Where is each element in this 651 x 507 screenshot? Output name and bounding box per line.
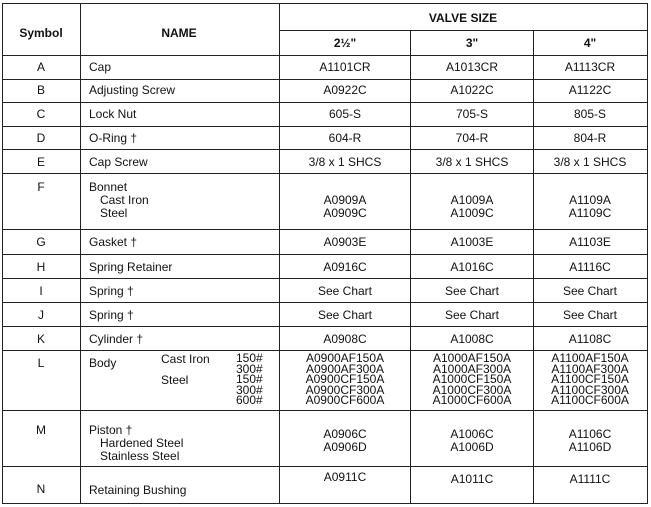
row-f-sub-steel: Steel bbox=[100, 206, 128, 220]
row-e-size-2-5: 3/8 x 1 SHCS bbox=[308, 155, 382, 169]
row-i-size-4: See Chart bbox=[562, 284, 618, 298]
header-name: NAME bbox=[161, 26, 197, 40]
row-l-symbol: L bbox=[37, 356, 45, 370]
row-i-symbol: I bbox=[39, 284, 43, 298]
row-l-pressure-5: 600# bbox=[236, 393, 263, 407]
row-l-size-4-2: A1100AF300A bbox=[551, 361, 629, 376]
row-e-symbol: E bbox=[36, 155, 46, 169]
row-h-size-4: A1116C bbox=[569, 260, 611, 274]
row-f-sub-cast-iron: Cast Iron bbox=[100, 193, 149, 207]
row-m-name: Piston † bbox=[89, 423, 133, 437]
row-l-size-4-3: A1100CF150A bbox=[551, 372, 629, 386]
row-c-size-2-5: 605-S bbox=[328, 107, 362, 121]
row-l-size-3-3: A1000CF150A bbox=[432, 372, 512, 386]
row-f-symbol: F bbox=[37, 180, 45, 194]
row-l-size-2-5-3: A0900CF150A bbox=[305, 372, 385, 386]
row-c-size-4: 805-S bbox=[573, 107, 607, 121]
row-a-symbol: A bbox=[36, 60, 46, 74]
row-l-size-3-1: A1000AF150A bbox=[432, 351, 512, 365]
row-l-pressure-3: 150# bbox=[236, 372, 263, 386]
row-h-name: Spring Retainer bbox=[89, 260, 173, 274]
row-l-size-4-4: A1100CF300A bbox=[551, 382, 629, 397]
row-j-size-4: See Chart bbox=[562, 308, 618, 322]
row-d-size-2-5: 604-R bbox=[328, 131, 362, 145]
header-size-4: 4" bbox=[583, 36, 597, 50]
row-g-symbol: G bbox=[36, 235, 46, 249]
row-b-name: Adjusting Screw bbox=[89, 83, 176, 97]
row-a-size-3: A1013CR bbox=[445, 60, 499, 74]
row-d-size-4: 804-R bbox=[573, 131, 607, 145]
row-i-size-2-5: See Chart bbox=[317, 284, 373, 298]
row-d-name: O-Ring † bbox=[89, 131, 138, 145]
row-l-size-3-2: A1000AF300A bbox=[432, 361, 512, 376]
row-m-size-2-5-b: A0906D bbox=[323, 440, 367, 454]
row-f-size-2-5-a: A0909A bbox=[323, 193, 367, 207]
row-c-name: Lock Nut bbox=[89, 107, 137, 121]
row-l-size-4-5: A1100CF600A bbox=[551, 393, 629, 407]
row-i-size-3: See Chart bbox=[444, 284, 500, 298]
row-c-symbol: C bbox=[36, 107, 46, 121]
row-f-name: Bonnet bbox=[89, 180, 128, 194]
row-l-size-2-5-5: A0900CF600A bbox=[305, 393, 385, 407]
row-j-name: Spring † bbox=[89, 308, 134, 322]
row-g-size-3: A1003E bbox=[450, 235, 494, 249]
row-b-size-4: A1122C bbox=[568, 83, 612, 97]
header-symbol: Symbol bbox=[19, 26, 63, 40]
row-j-size-3: See Chart bbox=[444, 308, 500, 322]
row-f-size-3-a: A1009A bbox=[450, 193, 494, 207]
row-l-size-2-5-2: A0900AF300A bbox=[305, 361, 385, 376]
row-m-size-4-b: A1106D bbox=[568, 440, 612, 454]
row-m-size-3-b: A1006D bbox=[450, 440, 494, 454]
row-e-name: Cap Screw bbox=[89, 155, 148, 169]
row-l-pressure-2: 300# bbox=[236, 361, 263, 376]
row-f-size-4-a: A1109A bbox=[569, 193, 611, 207]
row-m-size-3-a: A1006C bbox=[450, 427, 494, 441]
row-f-size-2-5-b: A0909C bbox=[323, 206, 367, 220]
header-valve-size: VALVE SIZE bbox=[428, 11, 498, 25]
row-j-symbol: J bbox=[38, 308, 44, 322]
row-e-size-4: 3/8 x 1 SHCS bbox=[553, 155, 627, 169]
row-b-size-3: A1022C bbox=[450, 83, 494, 97]
row-l-pressure-1: 150# bbox=[236, 351, 263, 365]
row-m-sub-hardened-steel: Hardened Steel bbox=[100, 436, 184, 450]
header-size-3: 3" bbox=[465, 36, 479, 50]
row-h-symbol: H bbox=[36, 260, 46, 274]
row-h-size-3: A1016C bbox=[450, 260, 494, 274]
row-l-size-2-5-4: A0900CF300A bbox=[305, 382, 385, 397]
row-m-size-2-5-a: A0906C bbox=[323, 427, 367, 441]
row-m-sub-stainless-steel: Stainless Steel bbox=[100, 449, 180, 463]
row-j-size-2-5: See Chart bbox=[317, 308, 373, 322]
row-l-size-3-4: A1000CF300A bbox=[432, 382, 512, 397]
row-g-size-2-5: A0903E bbox=[323, 235, 367, 249]
row-n-name: Retaining Bushing bbox=[89, 483, 187, 497]
row-a-size-2-5: A1101CR bbox=[319, 60, 371, 74]
row-l-material-steel: Steel bbox=[161, 373, 189, 387]
row-g-name: Gasket † bbox=[89, 235, 138, 249]
row-b-symbol: B bbox=[36, 83, 46, 97]
row-e-size-3: 3/8 x 1 SHCS bbox=[435, 155, 509, 169]
row-l-size-4-1: A1100AF150A bbox=[551, 351, 629, 365]
row-f-size-4-b: A1109C bbox=[568, 206, 612, 220]
row-c-size-3: 705-S bbox=[455, 107, 489, 121]
row-m-symbol: M bbox=[36, 423, 46, 437]
row-m-size-4-a: A1106C bbox=[568, 427, 612, 441]
row-k-size-4: A1108C bbox=[568, 332, 612, 346]
row-n-size-4: A1111C bbox=[569, 472, 611, 486]
row-g-size-4: A1103E bbox=[569, 235, 611, 249]
row-l-name: Body bbox=[89, 356, 117, 370]
row-l-size-2-5-1: A0900AF150A bbox=[305, 351, 385, 365]
row-f-size-3-b: A1009C bbox=[450, 206, 494, 220]
row-l-material-cast-iron: Cast Iron bbox=[161, 352, 210, 366]
row-l-pressure-4: 300# bbox=[236, 382, 263, 397]
row-k-name: Cylinder † bbox=[89, 332, 144, 346]
row-d-symbol: D bbox=[36, 131, 46, 145]
row-n-size-2-5: A0911C bbox=[323, 470, 367, 484]
row-a-size-4: A1113CR bbox=[564, 60, 616, 74]
row-l-size-3-5: A1000CF600A bbox=[432, 393, 512, 407]
row-k-symbol: K bbox=[36, 332, 46, 346]
row-d-size-3: 704-R bbox=[455, 131, 489, 145]
row-k-size-3: A1008C bbox=[450, 332, 494, 346]
row-h-size-2-5: A0916C bbox=[323, 260, 367, 274]
row-n-size-3: A1011C bbox=[450, 472, 494, 486]
header-size-2-5: 2½" bbox=[333, 36, 357, 50]
row-k-size-2-5: A0908C bbox=[323, 332, 367, 346]
row-b-size-2-5: A0922C bbox=[323, 83, 367, 97]
row-n-symbol: N bbox=[36, 482, 46, 496]
row-a-name: Cap bbox=[89, 60, 112, 74]
row-i-name: Spring † bbox=[89, 284, 134, 298]
